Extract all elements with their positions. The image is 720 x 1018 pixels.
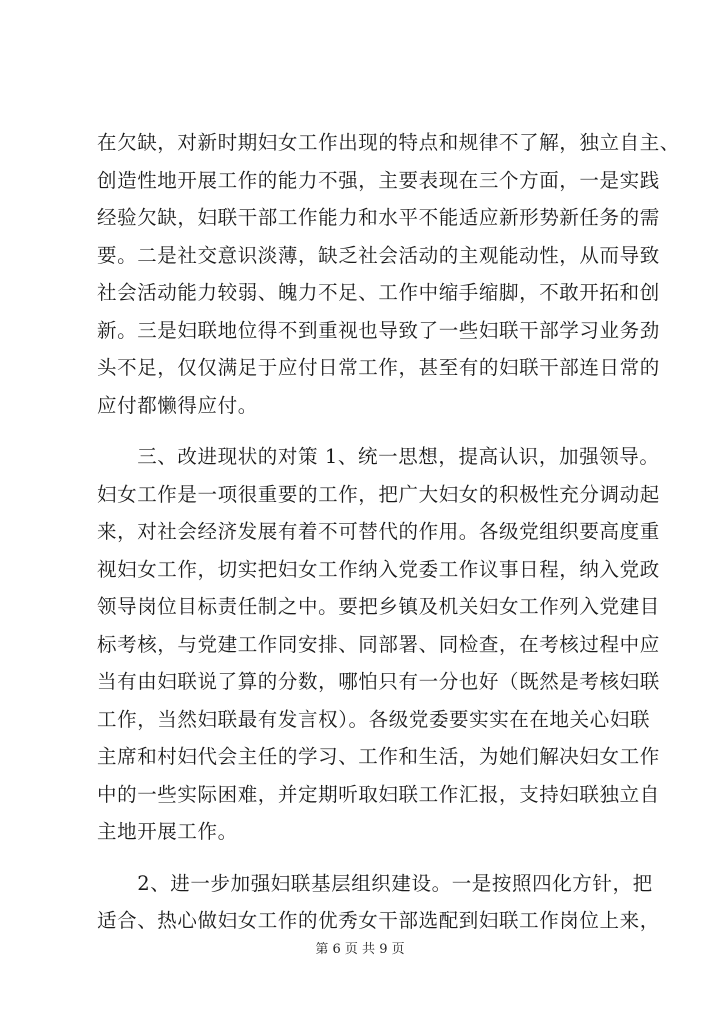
paragraph-2 [97,438,660,851]
text-line: 头不足，仅仅满足于应付日常工作，甚至有的妇联干部连日常的 [97,356,660,379]
text-line: 2、进一步加强妇联基层组织建设。一是按照四化方针，把 [97,871,653,895]
text-line: 标考核，与党建工作同安排、同部署、同检查，在考核过程中应 [97,632,660,656]
text-line: 视妇女工作，切实把妇女工作纳入党委工作议事日程，纳入党政 [97,557,660,581]
paragraph-spacer [97,424,653,438]
paragraph-3 [97,865,660,940]
text-line: 创造性地开展工作的能力不强，主要表现在三个方面，一是实践 [97,168,660,192]
text-line: 主地开展工作。 [97,820,238,843]
text-line: 三、改进现状的对策 1、统一思想，提高认识，加强领导。 [97,445,660,468]
text-line: 当有由妇联说了算的分数，哪怕只有一分也好（既然是考核妇联 [97,670,660,693]
page-number-footer: 第 6 页 共 9 页 [315,942,405,957]
text-line: 中的一些实际困难，并定期听取妇联工作汇报，支持妇联独立自 [97,782,660,806]
text-line: 社会活动能力较弱、魄力不足、工作中缩手缩脚，不敢开拓和创 [97,281,660,304]
text-line: 来，对社会经济发展有着不可替代的作用。各级党组织要高度重 [97,520,660,543]
text-line: 适合、热心做妇女工作的优秀女干部选配到妇联工作岗位上来， [97,909,660,932]
document-body [97,124,680,940]
paragraph-1 [97,124,680,424]
text-line: 应付都懒得应付。 [97,393,258,417]
text-line: 主席和村妇代会主任的学习、工作和生活，为她们解决妇女工作 [97,745,660,768]
text-line: 新。三是妇联地位得不到重视也导致了一些妇联干部学习业务劲 [97,318,660,342]
text-line: 工作，当然妇联最有发言权）。各级党委要实实在在地关心妇联 [97,707,651,731]
text-line: 领导岗位目标责任制之中。要把乡镇及机关妇女工作列入党建目 [97,595,660,618]
text-line: 在欠缺，对新时期妇女工作出现的特点和规律不了解，独立自主、 [97,131,680,154]
text-line: 经验欠缺，妇联干部工作能力和水平不能适应新形势新任务的需 [97,206,660,229]
paragraph-spacer [97,851,653,865]
text-line: 要。二是社交意识淡薄，缺乏社会活动的主观能动性，从而导致 [97,243,660,267]
text-line: 妇女工作是一项很重要的工作，把广大妇女的积极性充分调动起 [97,482,660,506]
